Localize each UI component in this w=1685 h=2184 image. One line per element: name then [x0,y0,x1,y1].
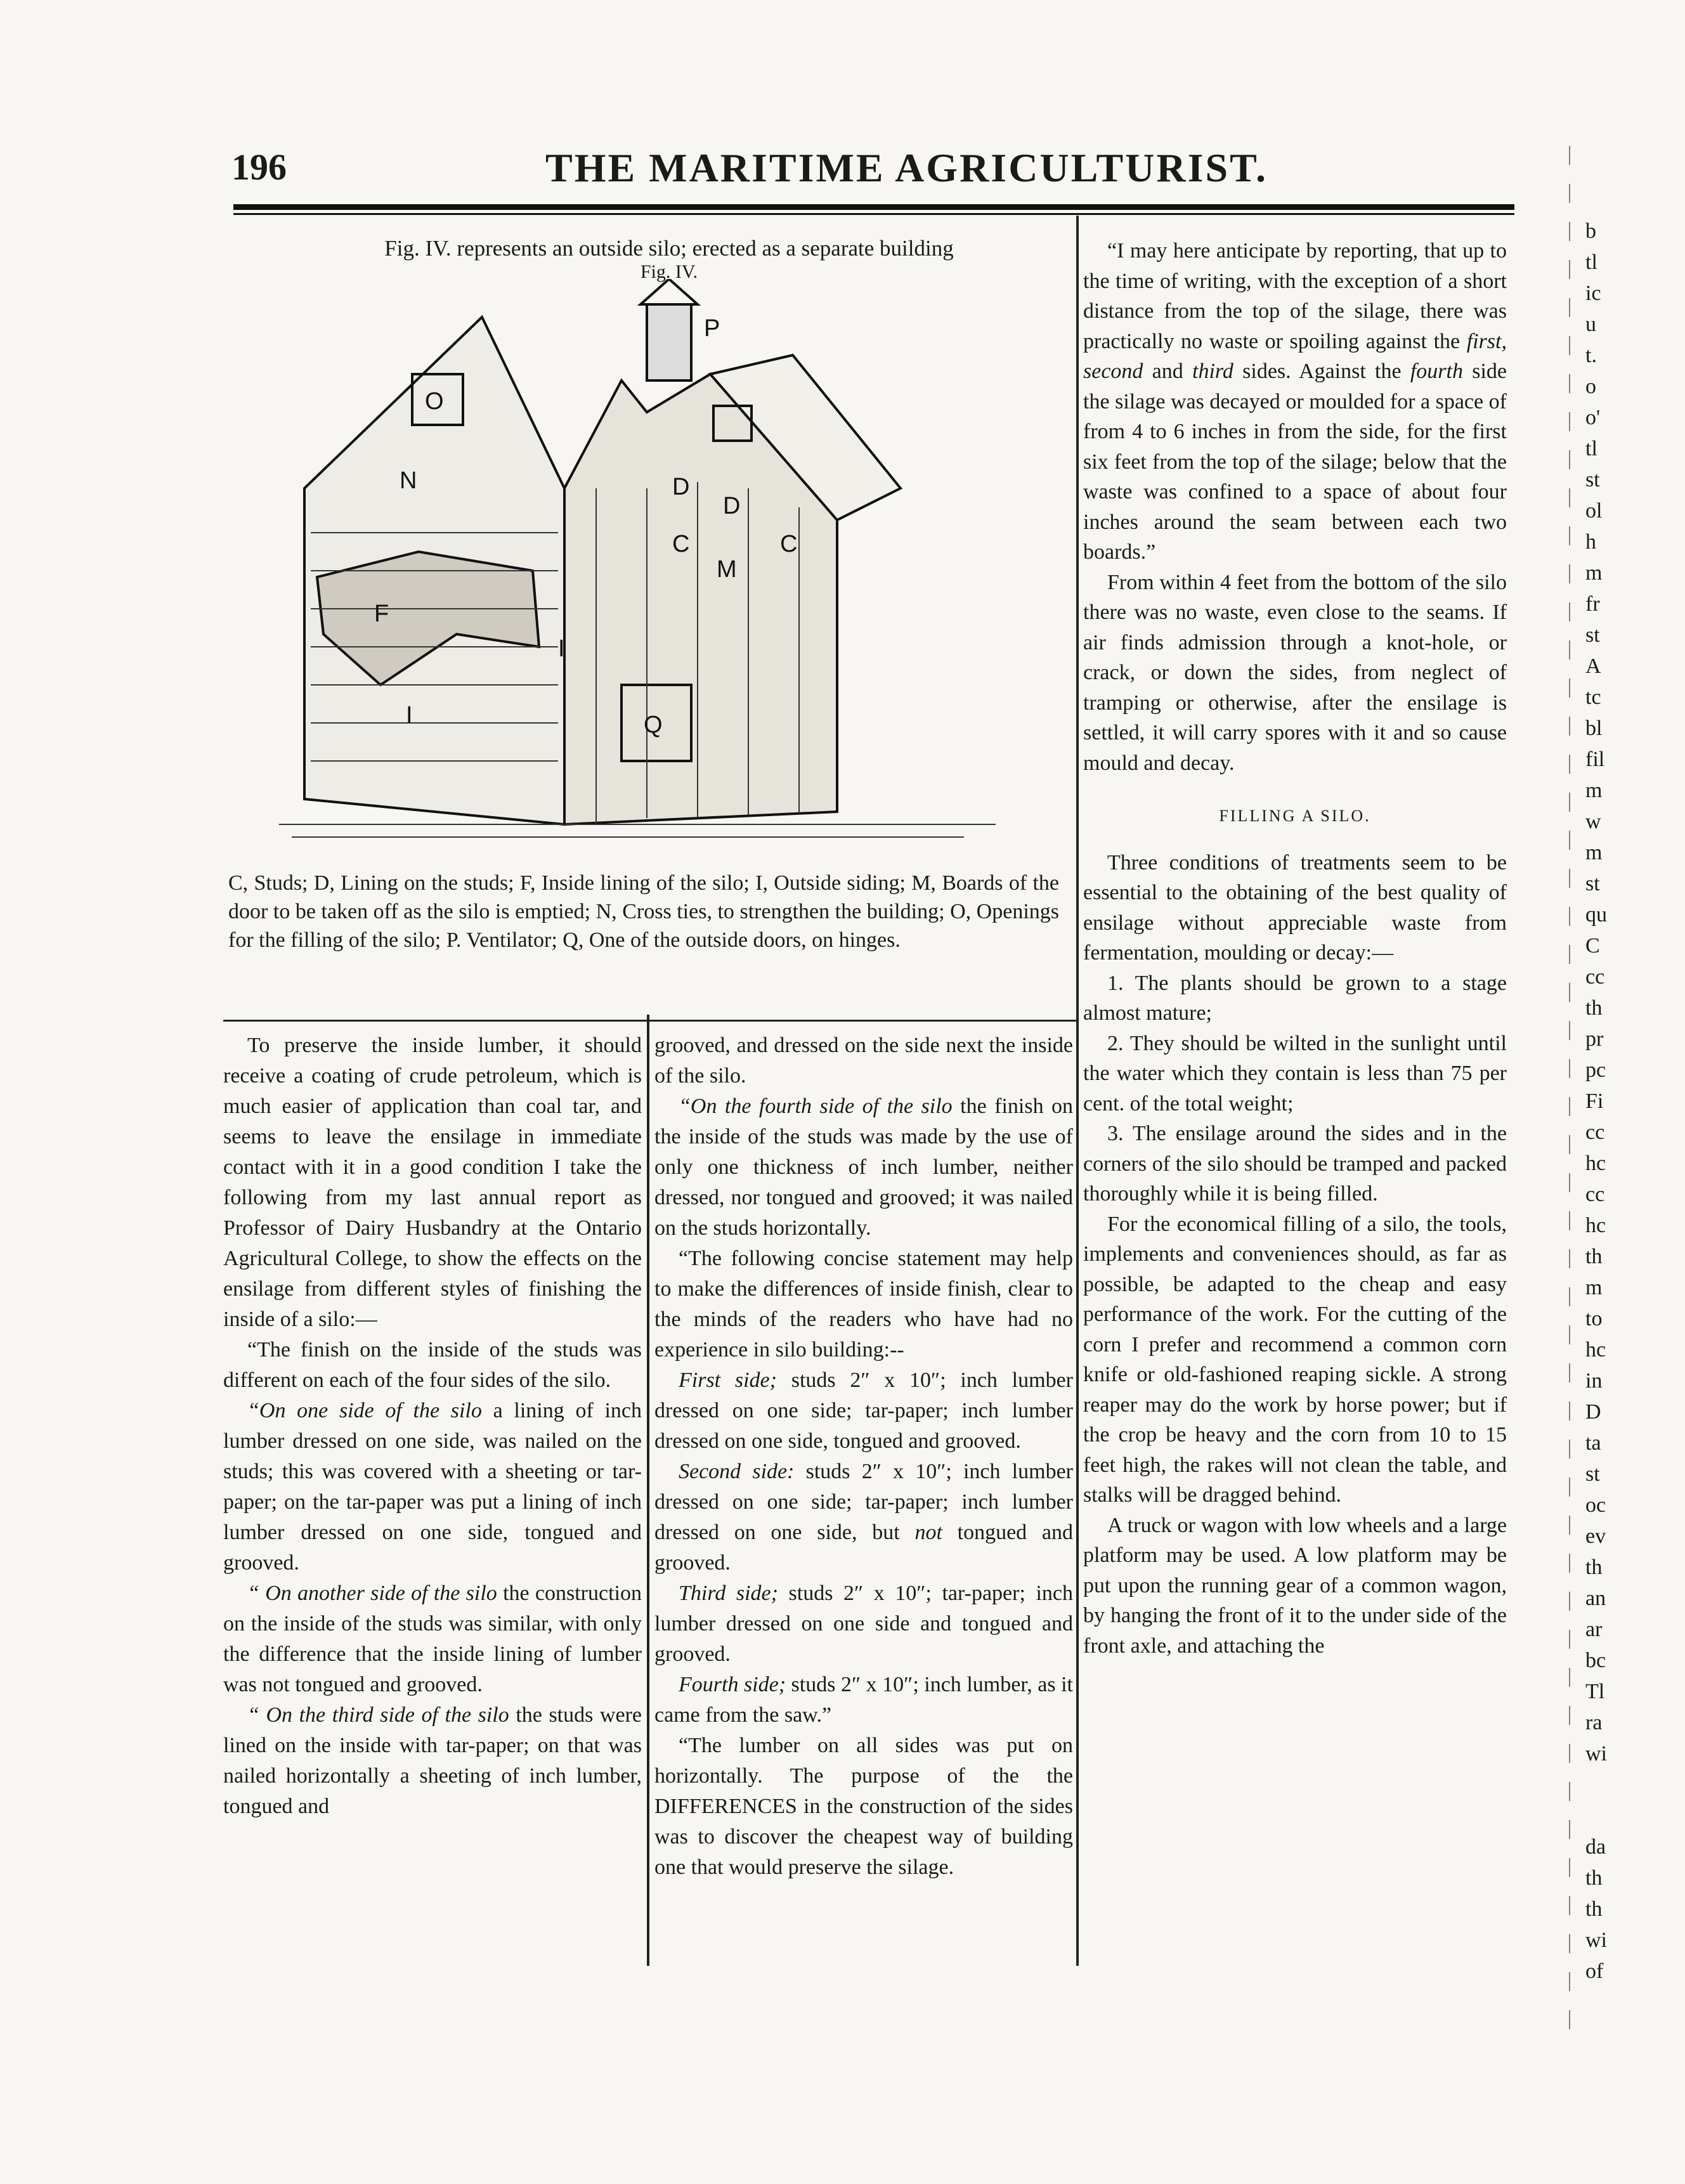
fig-letter-d1: D [672,474,690,500]
emphasis: Fourth side; [679,1673,786,1696]
fragment-text: bl [1585,717,1603,740]
fragment-text: of [1585,1960,1604,1983]
paragraph: grooved, and dressed on the side next the inside of the silo. [654,1034,1073,1088]
emphasis: first, second [1083,329,1507,383]
fragment-text [1585,1800,1662,1831]
paragraph: “The lumber on all sides was put on horizontally. The purpose of the the DIFFERENCES in the construction of the sides was to discover the cheapest way of building one that would preserve the silage. [654,1734,1073,1879]
fig-letter-c2: C [780,531,798,557]
paragraph: “ On the third side of the silo the studs were lined on the inside with tar-paper; on that was nailed horizontally a sheeting of inch lumber, tongued and [223,1703,642,1818]
figure-caption-text: Fig. IV. represents an outside silo; erected as a separate building [384,236,954,261]
figure-label: Fig. IV. [640,261,698,282]
column-rule-1 [647,1015,649,1966]
emphasis: third [1192,360,1233,383]
fragment-text: th [1585,1556,1603,1579]
next-page-fragments [1585,216,1662,1987]
header-rule [233,204,1514,210]
fragment-text: m [1585,841,1603,864]
fragment-text: ra [1585,1711,1603,1734]
section-heading: FILLING A SILO. [1219,807,1371,825]
fig-letter-o: O [425,388,444,415]
emphasis: “ On another side of the silo [247,1582,497,1605]
fragment-text: tc [1585,686,1601,709]
fragment-text: an [1585,1587,1606,1610]
figure-caption [279,236,1059,283]
fragment-text: st [1585,872,1600,895]
list-item: 2. They should be wilted in the sunlight until the water which they contain is less than 75 per cent. of the total weight; [1083,1031,1507,1115]
paragraph: “The following concise statement may help to make the differences of inside finish, clear to the minds of the readers who have had no experience in silo building:-- [654,1247,1073,1362]
fragment-text: hc [1585,1152,1606,1175]
fig-letter-d2: D [723,493,741,519]
fig-letter-q: Q [644,712,663,738]
fragment-text: cc [1585,965,1605,989]
paragraph: From within 4 feet from the bottom of the silo there was no waste, even close to the seams. If air finds admission through a knot-hole, or crack, or down the sides, from neglect of tramping or otherwise, after the ensilage is settled, it will carry spores with it and so cause mould and decay. [1083,570,1507,775]
emphasis: Third side; [679,1582,778,1605]
header-rule-thin [233,213,1514,215]
fragment-text: th [1585,1245,1603,1268]
fragment-text: ta [1585,1431,1601,1455]
list-item: 3. The ensilage around the sides and in the corners of the silo should be tramped and packed thoroughly while it is being filled. [1083,1122,1507,1206]
fragment-text: wi [1585,1928,1607,1952]
list-item: 1. The plants should be grown to a stage almost mature; [1083,971,1507,1025]
fig-letter-i2: I [558,635,565,662]
paragraph: “On the fourth side of the silo the finish on the inside of the studs was made by the use of only one thickness of inch lumber, neither dressed, nor tongued and grooved; it was nailed on the studs horizontally. [654,1095,1074,1240]
fragment-text: in [1585,1369,1603,1393]
fragment-text: th [1585,1866,1603,1890]
fragment-text: cc [1585,1121,1605,1144]
paragraph: Three conditions of treatments seem to be essential to the obtaining of the best quality of ensilage without appreciable waste from fermentation, moulding or decay:— [1083,850,1507,965]
fragment-text: bc [1585,1649,1606,1672]
emphasis: “ On the third side of the silo [247,1703,509,1727]
fragment-text: cc [1585,1183,1605,1206]
paragraph: “The finish on the inside of the studs was different on each of the four sides of the silo. [223,1338,642,1392]
column-1 [223,1030,642,1822]
fragment-text: oc [1585,1493,1606,1517]
running-head: THE MARITIME AGRICULTURIST. [545,145,1268,190]
legend-rule [223,1020,1076,1022]
fragment-text: th [1585,1897,1603,1921]
emphasis: Second side: [679,1460,795,1483]
fragment-text: h [1585,530,1596,554]
fragment-text: st [1585,623,1600,647]
emphasis: not [914,1521,942,1544]
fragment-text: D [1585,1400,1601,1424]
column-3 [1083,236,1507,1661]
margin-rule [1569,146,1570,2048]
fragment-text: C [1585,934,1600,958]
paragraph: Fourth side; studs 2″ x 10″; inch lumber, as it came from the saw.” [654,1673,1073,1727]
page-number: 196 [231,146,287,188]
fragment-text: u [1585,313,1596,336]
fragment-text: ev [1585,1524,1606,1548]
fragment-text: fr [1585,592,1600,616]
fig-letter-i1: I [406,702,413,729]
column-2 [654,1030,1073,1883]
fragment-text: m [1585,561,1603,585]
paragraph: “On one side of the silo a lining of inch lumber dressed on one side, was nailed on the studs; this was covered with a sheeting or tar-paper; on the tar-paper was put a lining of inch lumber dressed on one side, tongued and grooved. [223,1399,642,1575]
fragment-text: tl [1585,437,1597,460]
fragment-text: A [1585,654,1601,678]
fragment-text: pr [1585,1027,1604,1051]
fragment-text: Tl [1585,1680,1605,1703]
paragraph: Third side; studs 2″ x 10″; tar-paper; inch lumber dressed on one side and tongued and grooved. [654,1582,1073,1666]
fragment-text: b [1585,219,1596,243]
paragraph: “ On another side of the silo the construction on the inside of the studs was similar, with only the difference that the inside lining of lumber was not tongued and grooved. [223,1582,642,1696]
fragment-text: fil [1585,748,1605,771]
fragment-text: tl [1585,250,1597,274]
fragment-text: pc [1585,1058,1606,1082]
fragment-text: m [1585,779,1603,802]
fragment-text: o' [1585,406,1601,429]
paragraph: Second side: studs 2″ x 10″; inch lumber dressed on one side; tar-paper; inch lumber dressed on one side, but not tongued and grooved. [654,1460,1073,1575]
fragment-text: ic [1585,282,1601,305]
fragment-text: t. [1585,344,1597,367]
silo-illustration [266,279,1065,862]
fragment-text: st [1585,1462,1600,1486]
fig-letter-m: M [717,556,737,583]
fig-letter-c1: C [672,531,690,557]
fragment-text: Fi [1585,1089,1604,1113]
fragment-text: m [1585,1276,1603,1299]
fragment-text: th [1585,996,1603,1020]
emphasis: “On one side of the silo [247,1399,482,1422]
fragment-text: to [1585,1307,1603,1330]
paragraph: “I may here anticipate by reporting, that up to the time of writing, with the exception of a short distance from the top of the silage, there was practically no waste or spoiling against the first, second and third sides. Against the fourth side the silage was decayed or moulded for a space of from 4 to 6 inches in from the side, for the first six feet from the top of the silage; below that the waste was confined to a space of about four inches around the seam between each two boards.” [1083,239,1507,564]
paragraph: For the economical filling of a silo, the tools, implements and conveniences should, as far as possible, be adapted to the cheap and easy performance of the work. For the cutting of the corn I prefer and recommend a common corn knife or old-fashioned reaping sickle. A strong reaper may do the work by horse power; but if the crop be heavy and the corn from 10 to 15 feet high, the rakes will not clean the table, and stalks will be dragged behind. [1083,1212,1507,1507]
paragraph: To preserve the inside lumber, it should receive a coating of crude petroleum, which is much easier of application than coal tar, and seems to leave the ensilage in immediate contact with it in a good condition I take the following from my last annual report as Professor of Dairy Husbandry at the Ontario Agricultural College, to show the effects on the ensilage from different styles of finishing the inside of a silo:— [223,1034,642,1331]
column-rule-2 [1076,216,1079,1966]
fig-letter-p: P [704,315,720,342]
fig-letter-n: N [400,467,417,494]
paragraph: A truck or wagon with low wheels and a large platform may be used. A low platform may be put upon the running gear of a common wagon, by hanging the front of it to the under side of the front axle, and attaching the [1083,1513,1507,1658]
figure-legend: C, Studs; D, Lining on the studs; F, Inside lining of the silo; I, Outside siding; M, Boards of the door to be taken off as the silo is emptied; N, Cross ties, to strengthen the building; O, Openings for the filling of the silo; P. Ventilator; Q, One of the outside doors, on hinges. [228,871,1059,952]
fig-letter-f: F [374,601,389,627]
fragment-text: w [1585,810,1601,833]
emphasis: “On the fourth side of the silo [679,1095,953,1118]
fragment-text: wi [1585,1742,1607,1765]
emphasis: fourth [1410,360,1463,383]
fragment-text: hc [1585,1338,1606,1362]
fragment-text: qu [1585,903,1607,926]
emphasis: First side; [679,1368,777,1392]
paragraph: First side; studs 2″ x 10″; inch lumber dressed on one side; tar-paper; inch lumber dressed on one side, tongued and grooved. [654,1368,1073,1453]
fragment-text: ol [1585,499,1603,523]
fragment-text: st [1585,468,1600,491]
fragment-text: da [1585,1835,1606,1859]
fragment-text: o [1585,375,1596,398]
fragment-text: ar [1585,1618,1603,1641]
fragment-text [1585,1769,1662,1800]
fragment-text: hc [1585,1214,1606,1237]
